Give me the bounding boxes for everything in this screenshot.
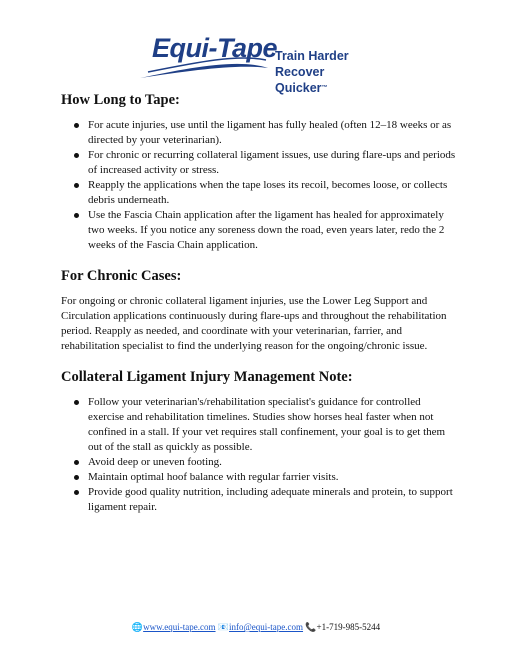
chronic-paragraph: For ongoing or chronic collateral ligament injuries, use the Lower Leg Support and Circulation applications continuously during flare-ups and throughout the rehabilitation period. Reapply as needed, and coordinate with your veterinarian, farrier, and rehabilitation specialist to find the underlying reason for the ongoing/chronic issue. <box>61 295 447 352</box>
list-item: Reapply the applications when the tape loses its recoil, becomes loose, or collects debris underneath. <box>61 178 456 208</box>
phone-number: +1-719-985-5244 <box>316 622 381 632</box>
management-list <box>61 395 456 515</box>
page-footer <box>0 622 512 633</box>
trademark-mark: ™ <box>321 85 328 91</box>
list-item: Maintain optimal hoof balance with regular farrier visits. <box>61 470 456 485</box>
list-item: Provide good quality nutrition, including adequate minerals and protein, to support ligament repair. <box>61 485 456 515</box>
document-body <box>61 92 456 515</box>
logo-text: Equi-Tape <box>152 33 278 63</box>
how-long-list <box>61 118 456 253</box>
globe-icon: 🌐 <box>131 622 144 632</box>
section-heading-how-long: How Long to Tape: <box>61 92 180 108</box>
list-item: For chronic or recurring collateral ligament issues, use during flare-ups and periods of increased activity or stress. <box>61 148 456 178</box>
email-link[interactable]: info@equi-tape.com <box>229 622 304 632</box>
page-header <box>138 28 378 95</box>
tagline-line-2-text: Recover Quicker <box>275 65 325 95</box>
list-item: Use the Fascia Chain application after the ligament has healed for approximately two weeks. If you notice any soreness down the road, even years later, redo the 2 weeks of the Fascia Chain application. <box>61 208 456 253</box>
tagline <box>275 48 378 96</box>
section-heading-management: Collateral Ligament Injury Management Note: <box>61 369 353 385</box>
tagline-line-1: Train Harder <box>275 49 349 63</box>
website-link[interactable]: www.equi-tape.com <box>143 622 216 632</box>
list-item: For acute injuries, use until the ligament has fully healed (often 12–18 weeks or as directed by your veterinarian). <box>61 118 456 148</box>
phone-icon: 📞 <box>305 622 317 632</box>
email-icon: 📧 <box>217 622 230 632</box>
list-item: Follow your veterinarian's/rehabilitation specialist's guidance for controlled exercise and rehabilitation timelines. Studies show horses heal faster when not confined in a stall. If your vet requires stall confinement, your goal is to get them out of the stall as quickly as possible. <box>61 395 456 455</box>
list-item: Avoid deep or uneven footing. <box>61 455 456 470</box>
section-heading-chronic: For Chronic Cases: <box>61 268 182 284</box>
